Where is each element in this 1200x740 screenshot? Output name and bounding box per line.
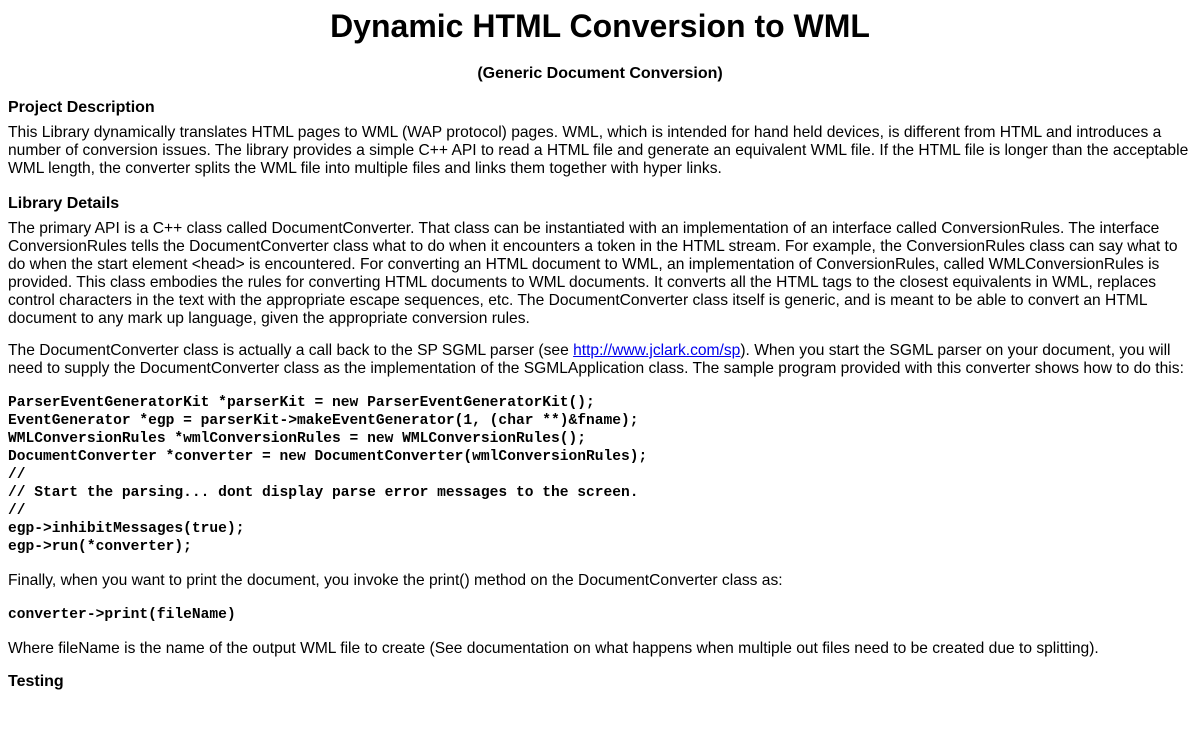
- code-line: WMLConversionRules *wmlConversionRules = new WMLConversionRules();: [8, 431, 587, 447]
- library-details-paragraph-2: [8, 328, 1192, 378]
- section-heading-library-details: Library Details: [8, 195, 120, 212]
- code-line: //: [8, 467, 26, 483]
- code-line: DocumentConverter *converter = new DocumentConverter(wmlConversionRules);: [8, 449, 648, 465]
- code-line: egp->inhibitMessages(true);: [8, 521, 245, 537]
- section-heading-testing: Testing: [8, 673, 64, 690]
- paragraph-2-text-before-link: The DocumentConverter class is actually a call back to the SP SGML parser (see: [8, 342, 574, 359]
- page-title: Dynamic HTML Conversion to WML: [330, 8, 870, 44]
- sp-parser-link[interactable]: http://www.jclark.com/sp: [573, 342, 741, 359]
- code-line: egp->run(*converter);: [8, 539, 192, 555]
- output-file-paragraph: Where fileName is the name of the output WML file to create (See documentation on what happens when multiple out files need to be created due to splitting).: [8, 640, 1099, 657]
- project-description-paragraph: This Library dynamically translates HTML pages to WML (WAP protocol) pages. WML, which is intended for hand held devices, is different from HTML and introduces a number of conversion issues. The library provides a simple C++ API to read a HTML file and generate an equivalent WML file. If the HTML file is longer than the acceptable WML length, the converter splits the WML file into multiple files and links them together with hyper links.: [8, 124, 1189, 177]
- paragraph-2-text-after-link: ). When you start the SGML parser on your document, you will need to supply the DocumentConverter class as the implementation of the SGMLApplication class. The sample program provided with this converter shows how to do this:: [8, 342, 1184, 377]
- library-details-paragraph-1: The primary API is a C++ class called DocumentConverter. That class can be instantiated with an implementation of an interface called ConversionRules. The interface ConversionRules tells the DocumentConverter class what to do when it encounters a token in the HTML stream. For example, the ConversionRules class can say what to do when the start element <head> is encountered. For converting an HTML document to WML, an implementation of ConversionRules, called WMLConversionRules is provided. This class embodies the rules for converting HTML documents to WML documents. It converts all the HTML tags to the closest equivalents in WML, replaces control characters in the text with the appropriate escape sequences, etc. The DocumentConverter class itself is generic, and is meant to be able to convert an HTML document to any mark up language, given the appropriate conversion rules.: [8, 220, 1178, 327]
- section-heading-project-description: Project Description: [8, 99, 155, 116]
- code-line: //: [8, 503, 26, 519]
- print-method-paragraph: Finally, when you want to print the document, you invoke the print() method on the DocumentConverter class as:: [8, 572, 783, 589]
- code-line: ParserEventGeneratorKit *parserKit = new ParserEventGeneratorKit();: [8, 395, 595, 411]
- code-line: EventGenerator *egp = parserKit->makeEventGenerator(1, (char **)&fname);: [8, 413, 639, 429]
- print-code-line: converter->print(fileName): [8, 607, 236, 623]
- page-subtitle: (Generic Document Conversion): [477, 65, 723, 82]
- code-line: // Start the parsing... dont display parse error messages to the screen.: [8, 485, 639, 501]
- sample-code-block: [8, 378, 1192, 556]
